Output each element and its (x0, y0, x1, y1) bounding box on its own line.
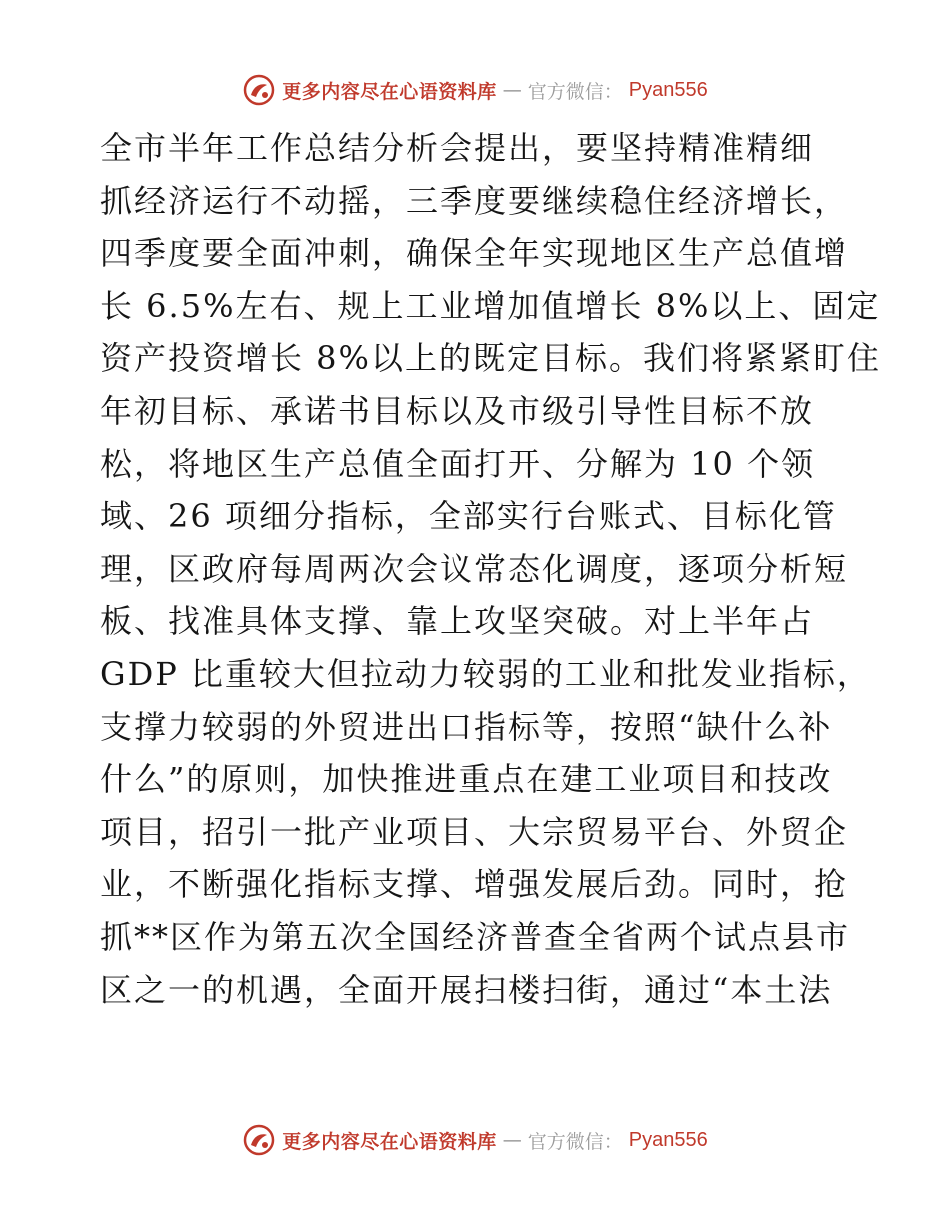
header-wechat-label: 官方微信： (527, 80, 623, 103)
brand-logo-icon (242, 73, 276, 107)
brand-logo-icon (242, 1123, 276, 1157)
text-line: 理，区政府每周两次会议常态化调度，逐项分析短 (100, 549, 849, 588)
footer-dash: — (502, 1129, 522, 1151)
header-banner-text: 更多内容尽在心语资料库 (282, 80, 497, 103)
footer-wechat-id: Pyan556 (628, 1128, 708, 1151)
text-line: 年初目标、承诺书目标以及市级引导性目标不放 (100, 391, 815, 430)
text-line: 域、26 项细分指标，全部实行台账式、目标化管 (100, 497, 837, 536)
text-line: 全市半年工作总结分析会提出，要坚持精准精细 (100, 129, 815, 167)
text-line: 长 6.5%左右、规上工业增加值增长 8%以上、固定 (100, 286, 881, 325)
header-banner (0, 72, 950, 108)
text-line: 业，不断强化指标支撑、增强发展后劲。同时，抢 (100, 865, 849, 904)
text-line: 区之一的机遇，全面开展扫楼扫街，通过“本土法 (100, 970, 833, 1009)
text-line: 四季度要全面冲刺，确保全年实现地区生产总值增 (100, 234, 849, 273)
text-line: 资产投资增长 8%以上的既定目标。我们将紧紧盯住 (100, 339, 881, 378)
footer-wechat-label: 官方微信： (527, 1130, 623, 1153)
text-line: 项目，招引一批产业项目、大宗贸易平台、外贸企 (100, 812, 849, 851)
header-dash: — (502, 79, 522, 101)
text-line: 抓**区作为第五次全国经济普查全省两个试点县市 (100, 917, 851, 956)
footer-banner-text: 更多内容尽在心语资料库 (282, 1130, 497, 1153)
text-line: 抓经济运行不动摇，三季度要继续稳住经济增长， (100, 181, 849, 220)
text-line: 松，将地区生产总值全面打开、分解为 10 个领 (100, 444, 816, 483)
text-line: 什么”的原则，加快推进重点在建工业项目和技改 (100, 760, 833, 799)
text-line: 板、找准具体支撑、靠上攻坚突破。对上半年占 (100, 602, 815, 641)
header-wechat-id: Pyan556 (628, 78, 708, 101)
text-line: GDP 比重较大但拉动力较弱的工业和批发业指标， (100, 654, 871, 693)
footer-banner (0, 1122, 950, 1158)
document-body (100, 122, 881, 1016)
text-line: 支撑力较弱的外贸进出口指标等，按照“缺什么补 (100, 707, 833, 746)
